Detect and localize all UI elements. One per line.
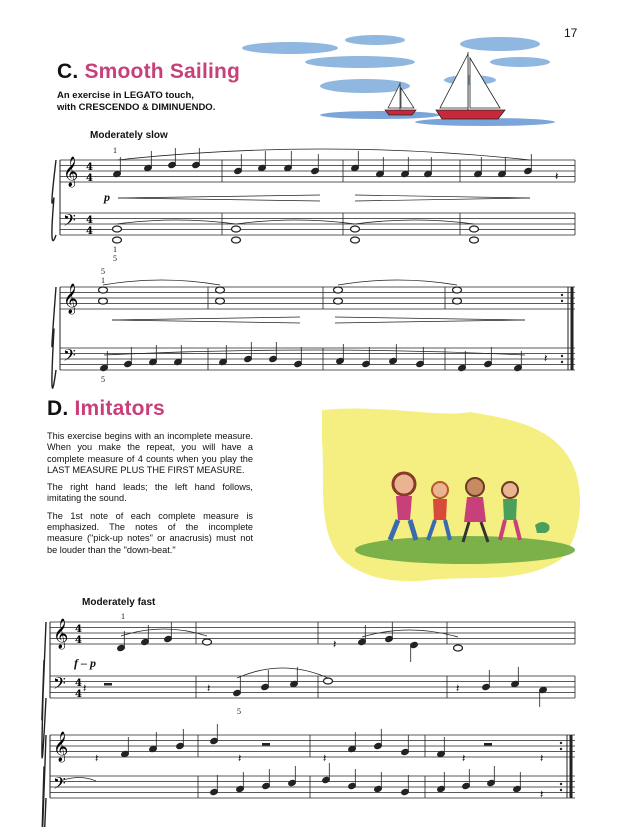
c-lh-finger-top: 1 (113, 245, 117, 254)
note (269, 355, 278, 362)
note (149, 745, 158, 752)
note (482, 683, 491, 690)
d-dynamic: f – p (74, 656, 96, 670)
section-c-title (57, 60, 240, 84)
diminuendo (335, 320, 525, 323)
section-c-letter: C. (57, 60, 79, 83)
note (514, 364, 523, 371)
quarter-rest: 𝄽 (544, 353, 548, 365)
note (290, 680, 299, 687)
repeat-dot (561, 355, 563, 357)
note (233, 689, 242, 696)
quarter-rest: 𝄽 (462, 753, 466, 765)
note (176, 742, 185, 749)
quarter-rest: 𝄽 (456, 683, 460, 695)
note (121, 750, 130, 757)
c-rh-finger: 1 (113, 146, 117, 155)
section-c-name: Smooth Sailing (84, 60, 241, 83)
note (410, 641, 419, 648)
whole-note (453, 287, 462, 293)
whole-note (99, 298, 108, 304)
section-d-instructions (47, 431, 253, 562)
c-dynamic: p (104, 190, 110, 204)
note (322, 776, 331, 783)
grand-staff-brace (42, 735, 46, 827)
bass-clef: 𝄢 (53, 773, 66, 797)
note (141, 638, 150, 645)
section-d-name: Imitators (74, 397, 165, 420)
time-signature: 4 (86, 162, 93, 173)
whole-note (470, 237, 479, 243)
quarter-rest: 𝄽 (83, 683, 87, 695)
note (358, 638, 367, 645)
instruction-paragraph-3: The 1st note of each complete measure is emphasized. The notes of the incomplete measure ("pick-up notes" or anacrusis) must not be louder than the "down-beat." (47, 510, 253, 555)
note (192, 161, 201, 168)
whole-note (216, 287, 225, 293)
quarter-rest: 𝄽 (323, 753, 327, 765)
grand-staff-brace (42, 622, 46, 758)
note (244, 355, 253, 362)
note (149, 358, 158, 365)
bass-clef: 𝄢 (63, 210, 76, 234)
note (374, 742, 383, 749)
slur (237, 668, 328, 678)
note (437, 750, 446, 757)
whole-note (454, 645, 463, 651)
time-signature: 4 (86, 226, 93, 237)
whole-note (334, 287, 343, 293)
note (458, 364, 467, 371)
note (219, 358, 228, 365)
repeat-dot (560, 783, 562, 785)
section-c-tempo: Moderately slow (90, 130, 168, 141)
slur (121, 629, 207, 636)
child-4 (500, 482, 520, 540)
note (336, 357, 345, 364)
subtitle-line-2: with CRESCENDO & DIMINUENDO. (57, 102, 216, 113)
note (401, 788, 410, 795)
note (311, 167, 320, 174)
slur (338, 280, 457, 285)
slur (103, 280, 220, 285)
note (389, 357, 398, 364)
treble-clef: 𝄞 (53, 732, 69, 762)
grand-staff-brace (52, 160, 56, 241)
instruction-paragraph-1: This exercise begins with an incomplete measure. When you make the repeat, you will have a complete measure of 4 counts when you play the LAST MEASURE PLUS THE FIRST MEASURE. (47, 431, 253, 475)
note (474, 170, 483, 177)
time-signature: 4 (75, 678, 82, 689)
diminuendo (335, 317, 525, 320)
quarter-rest: 𝄽 (555, 171, 559, 183)
note (401, 170, 410, 177)
note (168, 161, 177, 168)
whole-note (351, 237, 360, 243)
note (351, 164, 360, 171)
whole-note (324, 678, 333, 684)
d-lh-finger: 5 (237, 707, 241, 716)
diminuendo (355, 198, 530, 201)
half-rest (104, 683, 112, 686)
note (374, 785, 383, 792)
treble-clef: 𝄞 (53, 619, 69, 649)
bass-clef: 𝄢 (53, 673, 66, 697)
slur (362, 630, 458, 637)
quarter-rest: 𝄽 (333, 639, 337, 651)
quarter-rest: 𝄽 (540, 753, 544, 765)
note (236, 785, 245, 792)
note (124, 360, 133, 367)
section-c-subtitle (57, 90, 215, 114)
child-1 (390, 473, 416, 540)
c2-rh-finger-top: 5 (101, 267, 105, 276)
slur (117, 220, 236, 224)
whole-note (99, 287, 108, 293)
note (294, 360, 303, 367)
half-rest (262, 743, 270, 746)
note (424, 170, 433, 177)
note (113, 170, 122, 177)
note (234, 167, 243, 174)
slur (117, 149, 530, 160)
sun-glow (322, 408, 580, 581)
child-3 (463, 478, 488, 542)
grand-staff-brace (52, 287, 56, 388)
whole-note (113, 237, 122, 243)
crescendo (118, 195, 320, 198)
c2-lh-finger: 5 (101, 375, 105, 384)
bass-clef: 𝄢 (63, 345, 76, 369)
note (385, 635, 394, 642)
slur (355, 220, 474, 224)
crescendo (118, 198, 320, 201)
note (376, 170, 385, 177)
note (174, 358, 183, 365)
whole-note (470, 226, 479, 232)
note (258, 164, 267, 171)
page-number: 17 (564, 26, 578, 40)
c-lh-finger-bottom: 5 (113, 254, 117, 263)
note (498, 170, 507, 177)
child-2 (428, 482, 450, 540)
note (462, 782, 471, 789)
note (262, 782, 271, 789)
note (100, 364, 109, 371)
half-rest (484, 743, 492, 746)
note (513, 785, 522, 792)
quarter-rest: 𝄽 (238, 753, 242, 765)
note (348, 745, 357, 752)
quarter-rest: 𝄽 (540, 789, 544, 801)
tie (60, 778, 96, 782)
whole-note (351, 226, 360, 232)
diminuendo (355, 195, 530, 198)
note (284, 164, 293, 171)
whole-note (334, 298, 343, 304)
time-signature: 4 (86, 173, 93, 184)
whole-note (232, 226, 241, 232)
slur (236, 220, 355, 224)
d-rh-finger: 1 (121, 612, 125, 621)
time-signature: 4 (86, 215, 93, 226)
note (288, 779, 297, 786)
note (437, 785, 446, 792)
subtitle-line-1: An exercise in LEGATO touch, (57, 90, 194, 101)
treble-clef: 𝄞 (63, 284, 79, 314)
water (320, 111, 555, 126)
slur (104, 350, 525, 355)
treble-clef: 𝄞 (63, 157, 79, 187)
repeat-dot (561, 361, 563, 363)
repeat-dot (561, 300, 563, 302)
section-d-tempo: Moderately fast (82, 597, 156, 608)
note (401, 748, 410, 755)
note (117, 644, 126, 651)
sky-clouds (242, 35, 550, 93)
time-signature: 4 (75, 635, 82, 646)
instruction-paragraph-2: The right hand leads; the left hand follows, imitating the sound. (47, 482, 253, 504)
whole-note (113, 226, 122, 232)
whole-note (232, 237, 241, 243)
section-d-title (47, 397, 165, 421)
repeat-dot (560, 789, 562, 791)
time-signature: 4 (75, 689, 82, 700)
repeat-dot (560, 742, 562, 744)
note (164, 635, 173, 642)
note (511, 680, 520, 687)
quarter-rest: 𝄽 (207, 683, 211, 695)
note (524, 167, 533, 174)
c2-rh-finger-bottom: 1 (101, 276, 105, 285)
note (362, 360, 371, 367)
note (210, 788, 219, 795)
note (484, 360, 493, 367)
note (210, 737, 219, 744)
repeat-dot (560, 748, 562, 750)
sailboat-small (385, 82, 416, 115)
note (261, 683, 270, 690)
whole-note (203, 639, 212, 645)
note (416, 360, 425, 367)
quarter-rest: 𝄽 (95, 753, 99, 765)
note (348, 782, 357, 789)
note (144, 164, 153, 171)
whole-note (216, 298, 225, 304)
time-signature: 4 (75, 624, 82, 635)
note (487, 779, 496, 786)
grass (355, 536, 575, 564)
note (539, 686, 548, 693)
crescendo (112, 320, 300, 323)
section-d-letter: D. (47, 397, 69, 420)
repeat-dot (561, 294, 563, 296)
sailboat-large (436, 52, 505, 119)
small-dog (535, 522, 550, 533)
crescendo (112, 317, 300, 320)
whole-note (453, 298, 462, 304)
